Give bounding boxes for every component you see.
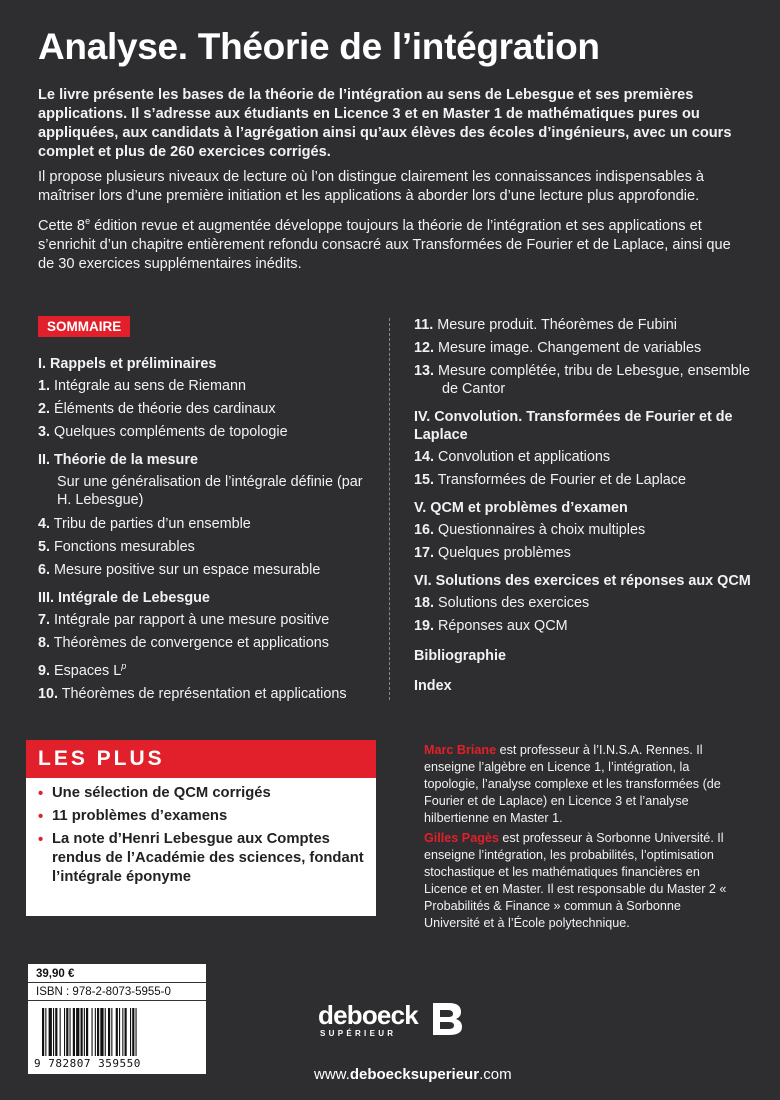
toc-section: IV. Convolution. Transformées de Fourier et de Laplace bbox=[414, 409, 733, 443]
toc-item: 3. Quelques compléments de topologie bbox=[38, 424, 288, 440]
bullet-icon: • bbox=[38, 832, 44, 848]
toc-item: 1. Intégrale au sens de Riemann bbox=[38, 378, 247, 394]
toc-section: III. Intégrale de Lebesgue bbox=[38, 590, 210, 606]
toc-item: 19. Réponses aux QCM bbox=[414, 618, 568, 634]
toc-section: II. Théorie de la mesure bbox=[38, 452, 198, 468]
toc-divider bbox=[389, 318, 390, 700]
publisher-name: deboeck bbox=[318, 1000, 418, 1030]
toc-item: 11. Mesure produit. Théorèmes de Fubini bbox=[414, 317, 677, 333]
toc-section: VI. Solutions des exercices et réponses aux QCM bbox=[414, 573, 751, 589]
bullet-icon: • bbox=[38, 809, 44, 825]
barcode-icon bbox=[38, 1008, 198, 1058]
toc-item: 9. Espaces $L^p$ bbox=[38, 661, 127, 679]
description bbox=[38, 86, 742, 280]
toc-right-column bbox=[414, 316, 754, 699]
toc-index: Index bbox=[414, 678, 452, 694]
list-item: • Une sélection de QCM corrigés bbox=[38, 785, 271, 802]
publisher-logo bbox=[318, 1000, 468, 1042]
toc-item: 18. Solutions des exercices bbox=[414, 595, 590, 611]
book-title: Analyse. Théorie de l’intégration bbox=[38, 26, 600, 67]
toc-item: 15. Transformées de Fourier et de Laplace bbox=[414, 472, 686, 488]
toc-item: 7. Intégrale par rapport à une mesure positive bbox=[38, 612, 330, 628]
toc-item: 6. Mesure positive sur un espace mesurable bbox=[38, 562, 321, 578]
description-paragraph-3: Cette 8e édition revue et augmentée développe toujours la théorie de l’intégration et ses applications et s’enrichit d’un chapitre entièrement refondu consacré aux Transformées de Fourier et de Laplace, ainsi que de 30 exercices supplémentaires inédits. bbox=[38, 216, 731, 272]
price-barcode-box bbox=[28, 964, 206, 1074]
toc-item: 17. Quelques problèmes bbox=[414, 545, 571, 561]
publisher-website[interactable]: www.deboecksuperieur.com bbox=[314, 1066, 512, 1083]
toc-subtitle: Sur une généralisation de l’intégrale définie (par H. Lebesgue) bbox=[57, 474, 363, 508]
highlights-heading: LES PLUS bbox=[26, 740, 376, 778]
toc-bibliography: Bibliographie bbox=[414, 648, 506, 664]
description-paragraph-1: Le livre présente les bases de la théorie de l’intégration au sens de Lebesgue et ses premières applications. Il s’adresse aux étudiants en Licence 3 et en Master 1 de mathématiques pures ou appliquées, aux candidats à l’agrégation ainsi qu’aux élèves des écoles d’ingénieurs, avec un cours complet et plus de 260 exercices corrigés. bbox=[38, 87, 732, 160]
toc-badge: SOMMAIRE bbox=[38, 316, 130, 337]
highlights-box bbox=[26, 740, 376, 916]
toc-item: 16. Questionnaires à choix multiples bbox=[414, 522, 646, 538]
publisher-mark-icon bbox=[431, 1001, 463, 1037]
toc-item: 8. Théorèmes de convergence et applications bbox=[38, 635, 329, 651]
toc-item: 5. Fonctions mesurables bbox=[38, 539, 195, 555]
toc-left-column bbox=[38, 316, 378, 708]
toc-item: 4. Tribu de parties d’un ensemble bbox=[38, 516, 251, 532]
list-item: • La note d’Henri Lebesgue aux Comptes rendus de l’Académie des sciences, fondant l’intégrale éponyme bbox=[38, 831, 364, 885]
toc-section: V. QCM et problèmes d’examen bbox=[414, 500, 628, 516]
description-paragraph-2: Il propose plusieurs niveaux de lecture où l’on distingue clairement les connaissances indispensables à maîtriser lors d’une première initiation et les applications à aborder lors d’une lecture plus approfondie. bbox=[38, 169, 705, 204]
price: 39,90 € bbox=[28, 964, 206, 983]
toc-section: I. Rappels et préliminaires bbox=[38, 356, 217, 372]
highlights-list bbox=[26, 784, 376, 887]
author-bio: Gilles Pagès est professeur à Sorbonne Université. Il enseigne l’intégration, les probabilités, l’optimisation stochastique et les mathématiques financières en Licence et en Master. Il est responsable du Master 2 « Probabilités & Finance » commun à Sorbonne Université et à l’École polytechnique. bbox=[424, 831, 727, 930]
toc-item: 14. Convolution et applications bbox=[414, 449, 611, 465]
isbn: ISBN : 978-2-8073-5955-0 bbox=[28, 983, 206, 1001]
toc-item: 10. Théorèmes de représentation et applications bbox=[38, 685, 347, 702]
author-bio: Marc Briane est professeur à l’I.N.S.A. Rennes. Il enseigne l’algèbre en Licence 1, l’intégration, la topologie, l’analyse complexe et les transformées (de Fourier et de Laplace) en Licence 3 et l’analyse hilbertienne en Master 1. bbox=[424, 743, 721, 825]
bullet-icon: • bbox=[38, 786, 44, 802]
toc-item: 12. Mesure image. Changement de variables bbox=[414, 340, 702, 356]
toc-item: 13. Mesure complétée, tribu de Lebesgue, ensemble de Cantor bbox=[414, 363, 751, 397]
publisher-sub: SUPÉRIEUR bbox=[320, 1029, 397, 1038]
authors-bio bbox=[424, 742, 740, 935]
barcode-number: 9 782807 359550 bbox=[34, 1057, 141, 1070]
list-item: • 11 problèmes d’examens bbox=[38, 808, 228, 825]
toc-item: 2. Éléments de théorie des cardinaux bbox=[38, 401, 276, 417]
